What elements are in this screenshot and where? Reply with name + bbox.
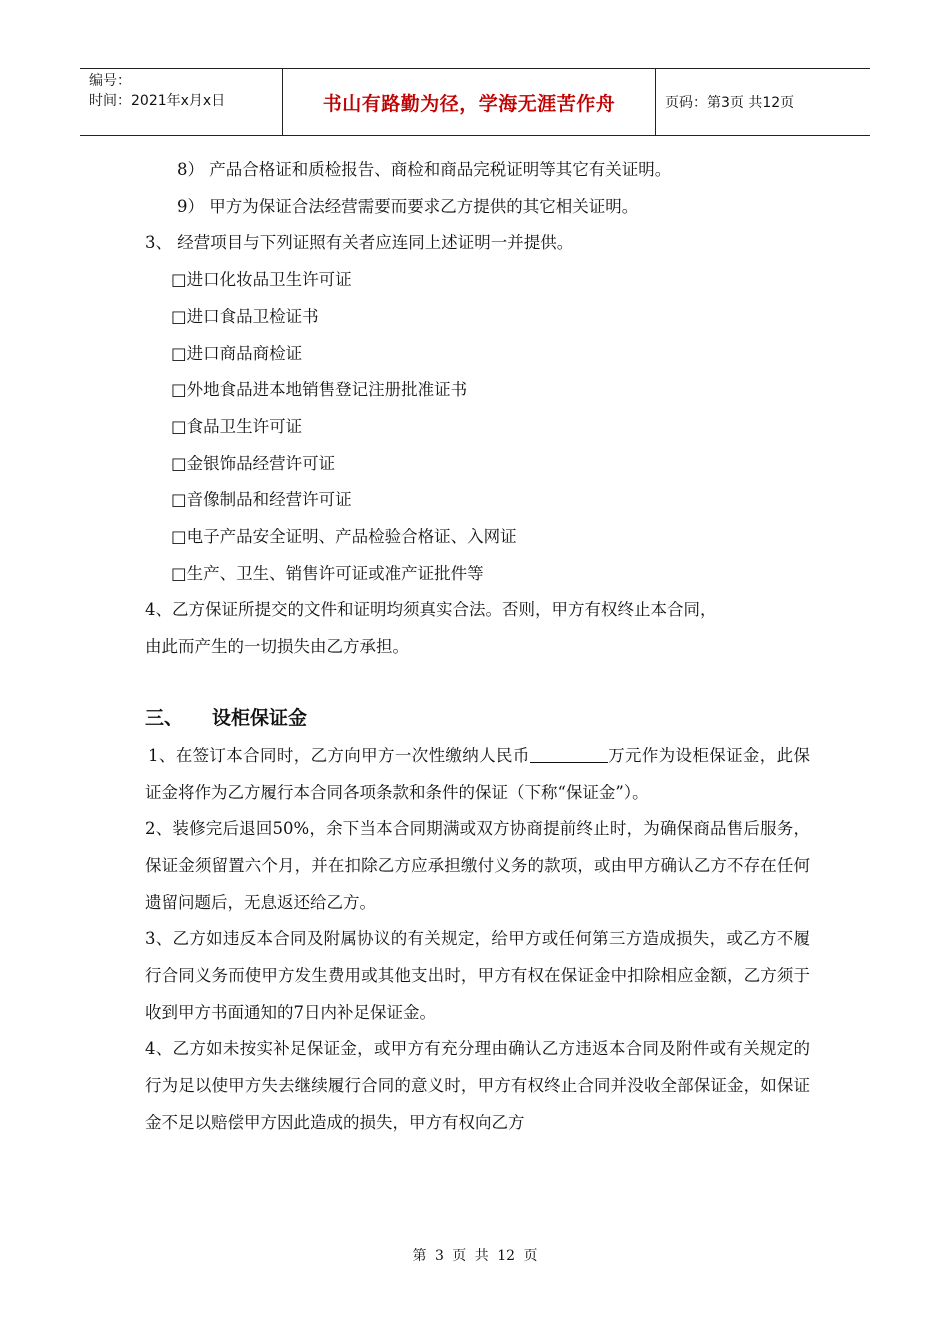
section-title: 设柜保证金 [212, 706, 308, 729]
number-label: 编号： [89, 73, 131, 89]
header-motto: 书山有路勤为径，学海无涯苦作舟 [283, 69, 656, 135]
section-3-heading [145, 698, 810, 738]
checklist-item: □进口食品卫检证书 [171, 306, 319, 326]
checklist-item: □生产、卫生、销售许可证或准产证批件等 [171, 563, 484, 583]
item-9: 9） 甲方为保证合法经营需要而要求乙方提供的其它相关证明。 [177, 196, 639, 216]
checklist-item: □电子产品安全证明、产品检验合格证、入网证 [171, 527, 517, 547]
certificate-checklist [145, 262, 810, 592]
checklist-item: □外地食品进本地销售登记注册批准证书 [171, 380, 468, 400]
clause-1-part-b: 万元作为设柜保证金，此保证金将作为乙方履行本合同各项条款和条件的保证（下称“保证金”）。 [145, 745, 811, 802]
checklist-item: □音像制品和经营许可证 [171, 490, 352, 510]
clause-1-part-a: 1、在签订本合同时，乙方向甲方一次性缴纳人民币 [148, 745, 530, 765]
checklist-item: □食品卫生许可证 [171, 416, 303, 436]
clause-2: 2、装修完后退回50%，余下当本合同期满或双方协商提前终止时，为确保商品售后服务，保证金须留置六个月，并在扣除乙方应承担缴付义务的款项，或由甲方确认乙方不存在任何遗留问题后，无息返还给乙方。 [145, 819, 810, 912]
clause-4: 4、乙方如未按实补足保证金，或甲方有充分理由确认乙方违返本合同及附件或有关规定的行为足以使甲方失去继续履行合同的意义时，甲方有权终止合同并没收全部保证金，如保证金不足以赔偿甲方因此造成的损失，甲方有权向乙方 [145, 1039, 810, 1132]
point-4-line-2: 由此而产生的一切损失由乙方承担。 [145, 637, 409, 657]
amount-blank [530, 744, 608, 763]
checklist-item: □进口化妆品卫生许可证 [171, 270, 352, 290]
point-4-line-1: 4、乙方保证所提交的文件和证明均须真实合法。否则，甲方有权终止本合同， [145, 600, 717, 620]
time-label: 时间：2021年x月x日 [89, 93, 226, 109]
document-body [145, 152, 810, 1142]
clause-3: 3、乙方如违反本合同及附属协议的有关规定，给甲方或任何第三方造成损失，或乙方不履行合同义务而使甲方发生费用或其他支出时，甲方有权在保证金中扣除相应金额，乙方须于收到甲方书面通知的7日内补足保证金。 [145, 929, 810, 1022]
document-header [80, 68, 870, 136]
item-8: 8） 产品合格证和质检报告、商检和商品完税证明等其它有关证明。 [177, 160, 672, 179]
clause-1 [145, 738, 810, 811]
header-page-info: 页码：第3页 共12页 [665, 95, 795, 111]
checklist-item: □进口商品商检证 [171, 343, 303, 363]
section-number: 三、 [145, 706, 184, 729]
header-meta-cell [80, 69, 283, 135]
page-footer: 第 3 页 共 12 页 [412, 1248, 538, 1264]
checklist-item: □金银饰品经营许可证 [171, 453, 336, 473]
point-3: 3、 经营项目与下列证照有关者应连同上述证明一并提供。 [145, 233, 574, 253]
